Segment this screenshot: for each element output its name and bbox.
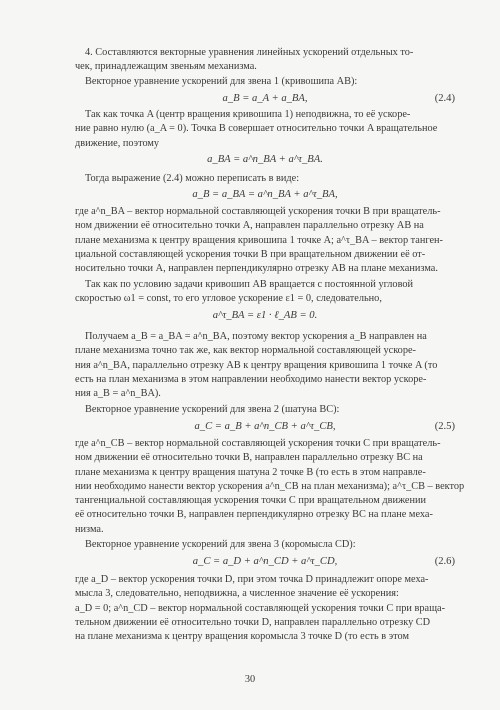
paragraph-point-a	[75, 108, 455, 151]
equation-formula: a_B = a_A + a_BA,	[222, 93, 308, 104]
paragraph-result-ab	[75, 330, 455, 401]
text-line: ном движении её относительно точки A, направлен параллельно отрезку AB на	[75, 220, 424, 232]
paragraph-link2-intro	[75, 403, 455, 417]
equation-formula: a^τ_BA = ε1 · ℓ_AB = 0.	[212, 310, 318, 321]
paragraph-constant-speed	[75, 278, 455, 307]
paragraph-point-d	[75, 573, 455, 644]
text-line: Так как точка A (центр вращения кривошипа 1) неподвижна, то её ускоре-	[85, 109, 411, 120]
equation-number: (2.6)	[434, 556, 455, 567]
text-line: есть на план механизма в этом направлении необходимо нанести вектор ускоре-	[75, 373, 427, 385]
text-line: скоростью ω1 = const, то его угловое ускорение ε1 = 0, следовательно,	[75, 293, 382, 305]
paragraph-normal-tangential-cb	[75, 437, 465, 537]
text-line: низма.	[75, 523, 104, 535]
text-line: Векторное уравнение ускорений для звена 3 (коромысла CD):	[85, 539, 356, 550]
text-line: носительно точки A, направлен перпендикулярно отрезку AB на плане механизма.	[75, 263, 438, 275]
text-line: Так как по условию задачи кривошип AB вращается с постоянной угловой	[85, 279, 414, 290]
text-line: движение, поэтому	[75, 137, 160, 149]
text-line: ния a^n_BA, параллельно отрезку AB к центру вращения кривошипа 1 точке A (то	[75, 359, 438, 371]
paragraph-link3-intro	[75, 538, 455, 552]
text-line: 4. Составляются векторные уравнения линейных ускорений отдельных то-	[85, 47, 414, 58]
text-line: Векторное уравнение ускорений для звена 2 (шатуна BC):	[85, 404, 340, 415]
text-line: Тогда выражение (2.4) можно переписать в виде:	[85, 173, 300, 184]
text-line: плане механизма к центру вращения кривошипа 1 точке A; a^τ_BA – вектор танген-	[75, 234, 443, 246]
paragraph-rewrite	[75, 172, 455, 186]
text-line: нии необходимо нанести вектор ускорения a^n_CB на план механизма); a^τ_CB – вектор	[75, 480, 465, 492]
text-line: плане механизма точно так же, как вектор нормальной составляющей ускоре-	[75, 345, 416, 357]
text-line: где a^n_CB – вектор нормальной составляющей ускорения точки C при вращатель-	[75, 438, 441, 449]
paragraph-step-4	[75, 46, 455, 75]
text-line: Получаем a_B = a_BA = a^n_BA, поэтому вектор ускорения a_B направлен на	[85, 331, 427, 342]
equation-formula: a_B = a_BA = a^n_BA + a^τ_BA,	[192, 189, 338, 200]
text-line: Векторное уравнение ускорений для звена 1 (кривошипа AB):	[85, 76, 358, 87]
text-line: плане механизма к центру вращения шатуна 2 точке B (то есть в этом направле-	[75, 466, 426, 478]
text-line: на плане механизма к центру вращения коромысла 3 точке D (то есть в этом	[75, 631, 409, 643]
equation-number: (2.5)	[434, 421, 455, 432]
equation-formula: a_C = a_D + a^n_CD + a^τ_CD,	[192, 556, 338, 567]
paragraph-normal-tangential-ba	[75, 205, 455, 276]
text-line: где a_D – вектор ускорения точки D, при этом точка D принадлежит опоре меха-	[75, 574, 429, 585]
text-line: ния a_B = a^n_BA).	[75, 388, 161, 400]
paragraph-link1-intro	[75, 75, 455, 89]
page-number: 30	[244, 674, 256, 685]
text-line: тельном движении её относительно точки D, направлен параллельно отрезку CD	[75, 616, 431, 628]
equation-formula: a_BA = a^n_BA + a^τ_BA.	[207, 154, 323, 165]
text-line: чек, принадлежащим звеньям механизма.	[75, 61, 257, 73]
equation-number: (2.4)	[434, 93, 455, 104]
text-line: её относительно точки B, направлен перпендикулярно отрезку BC на плане меха-	[75, 509, 433, 521]
equation-formula: a_C = a_B + a^n_CB + a^τ_CB,	[194, 421, 336, 432]
text-line: a_D = 0; a^n_CD – вектор нормальной составляющей ускорения точки C при враща-	[75, 602, 446, 614]
text-line: ние равно нулю (a_A = 0). Точка B совершает относительно точки A вращательное	[75, 123, 438, 135]
text-line: мысла 3, следовательно, неподвижна, а численное значение её ускорения:	[75, 588, 399, 600]
text-line: ном движении её относительно точки B, направлен параллельно отрезку BC на	[75, 452, 423, 464]
text-line: циальной составляющей ускорения точки B при вращательном движении её от-	[75, 248, 426, 260]
text-line: тангенциальной составляющая ускорения точки C при вращательном движении	[75, 495, 427, 507]
text-line: где a^n_BA – вектор нормальной составляющей ускорения точки B при вращатель-	[75, 206, 441, 217]
